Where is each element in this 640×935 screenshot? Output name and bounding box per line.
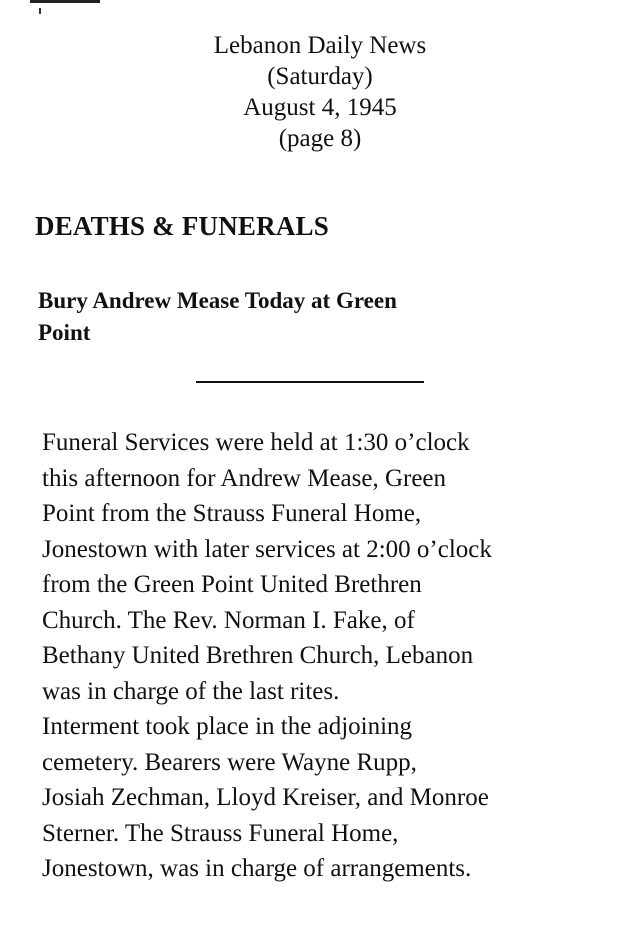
body-line: Church. The Rev. Norman I. Fake, of xyxy=(42,606,415,634)
headline-line: Point xyxy=(38,320,91,345)
body-line: this afternoon for Andrew Mease, Green xyxy=(42,464,447,492)
scan-artifact-line xyxy=(30,0,100,3)
publication-day: (Saturday) xyxy=(267,63,373,90)
body-line: Funeral Services were held at 1:30 o’clock xyxy=(42,429,470,456)
headline-line: Bury Andrew Mease Today at Green xyxy=(38,288,397,313)
body-line: Jonestown with later services at 2:00 o’clock xyxy=(42,535,492,563)
body-line: Jonestown, was in charge of arrangements. xyxy=(42,855,472,882)
body-line: from the Green Point United Brethren xyxy=(42,571,422,598)
body-line: cemetery. Bearers were Wayne Rupp, xyxy=(42,748,417,776)
body-line: Josiah Zechman, Lloyd Kreiser, and Monroe xyxy=(42,784,489,811)
article-headline xyxy=(38,285,558,349)
scan-artifact-tick xyxy=(39,8,41,14)
body-line: Bethany United Brethren Church, Lebanon xyxy=(42,642,474,669)
publication-date: August 4, 1945 xyxy=(243,94,397,121)
separator-rule xyxy=(196,381,424,383)
body-line: was in charge of the last rites. xyxy=(42,677,340,705)
page-number: (page 8) xyxy=(278,125,362,152)
article-body xyxy=(42,425,632,887)
body-line: Sterner. The Strauss Funeral Home, xyxy=(42,819,399,847)
newspaper-name: Lebanon Daily News xyxy=(213,32,427,59)
body-line: Interment took place in the adjoining xyxy=(42,713,413,740)
section-title: DEATHS & FUNERALS xyxy=(35,211,329,241)
masthead xyxy=(0,30,640,154)
body-line: Point from the Strauss Funeral Home, xyxy=(42,500,422,527)
